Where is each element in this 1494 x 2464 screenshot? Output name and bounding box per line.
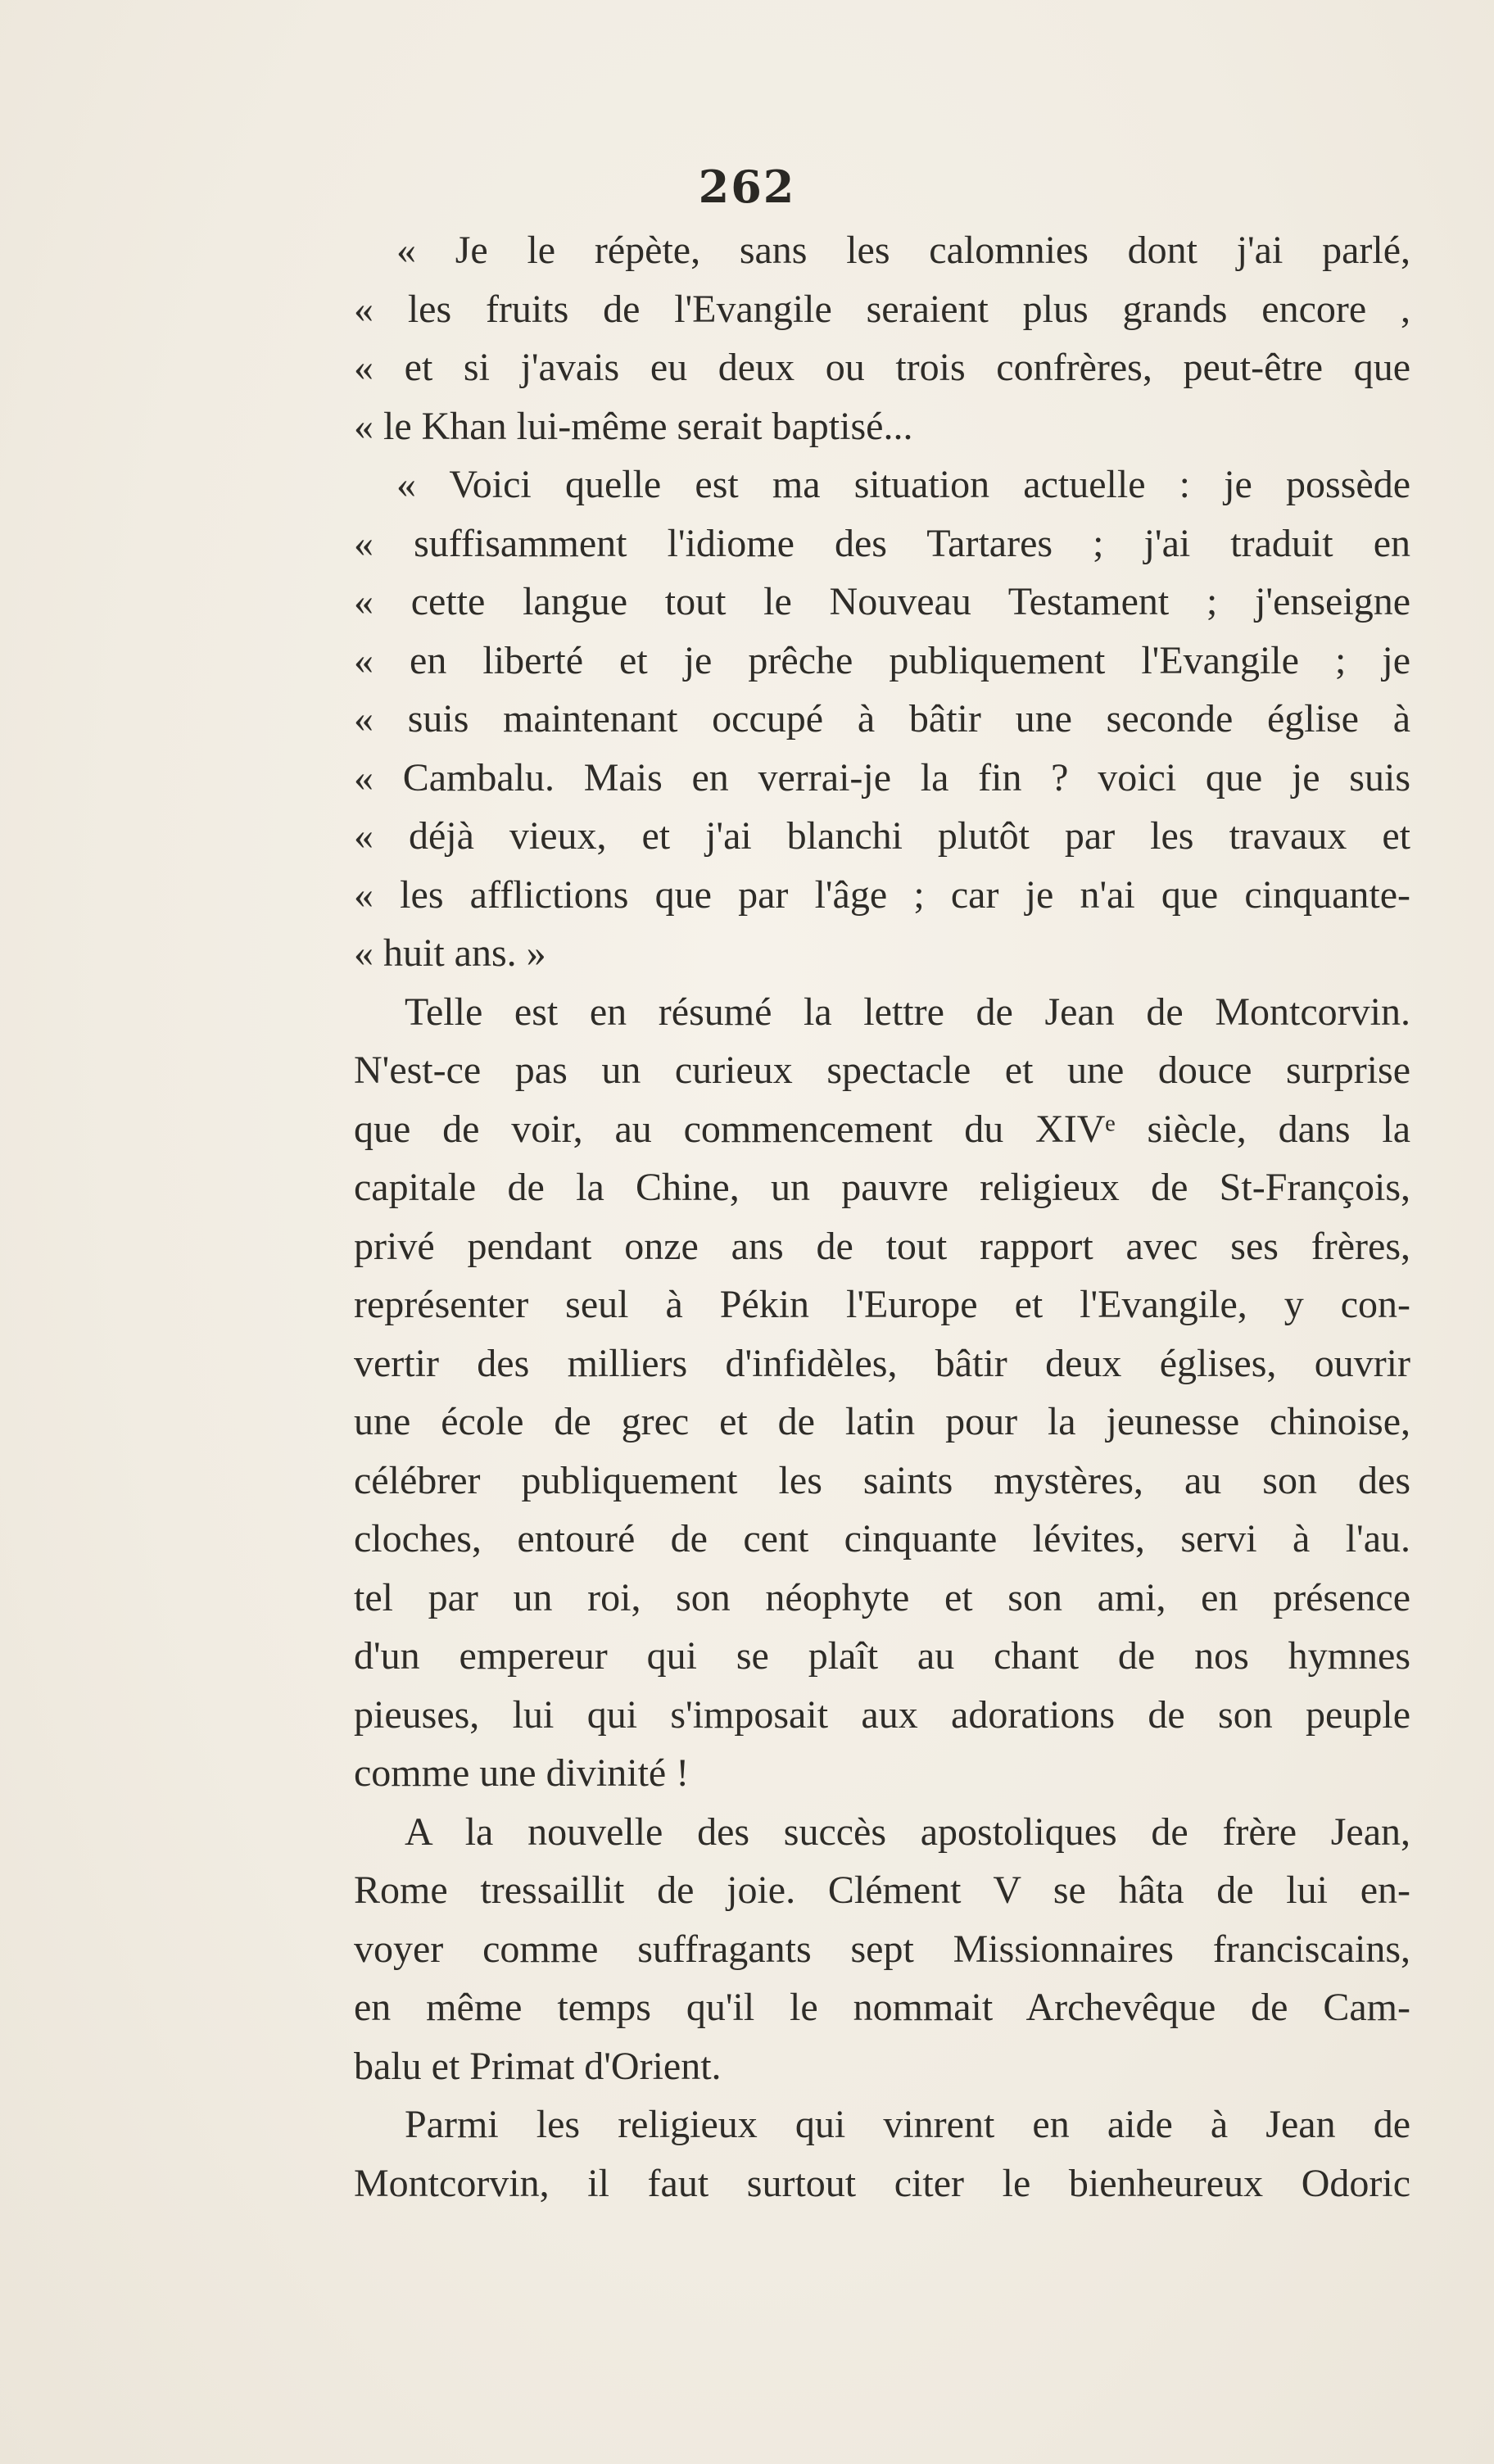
text-line: que de voir, au commencement du XIVᵉ siècle, dans la [354, 1107, 1410, 1151]
text-line: en même temps qu'il le nommait Archevêque de Cam- [354, 1986, 1410, 2029]
text-line: Parmi les religieux qui vinrent en aide à Jean de [405, 2103, 1410, 2146]
page-number: 262 [698, 161, 796, 213]
text-line: « déjà vieux, et j'ai blanchi plutôt par les travaux et [354, 814, 1410, 858]
text-line: « Je le répète, sans les calomnies dont j'ai parlé, [396, 229, 1410, 272]
body-text [354, 221, 1410, 2213]
text-line: pieuses, lui qui s'imposait aux adorations de son peuple [354, 1692, 1410, 1737]
text-line: représenter seul à Pékin l'Europe et l'Evangile, y con- [354, 1283, 1410, 1326]
text-line: privé pendant onze ans de tout rapport avec ses frères, [354, 1224, 1410, 1268]
text-line: A la nouvelle des succès apostoliques de frère Jean, [405, 1810, 1410, 1854]
text-line: tel par un roi, son néophyte et son ami, en présence [354, 1575, 1410, 1619]
text-line: vertir des milliers d'infidèles, bâtir deux églises, ouvrir [354, 1341, 1410, 1385]
text-line: « cette langue tout le Nouveau Testament ; j'enseigne [354, 580, 1410, 623]
text-line: « et si j'avais eu deux ou trois confrères, peut-être que [354, 346, 1410, 389]
text-line: « le Khan lui-même serait baptisé... [354, 404, 913, 448]
text-line: « suffisamment l'idiome des Tartares ; j'ai traduit en [354, 521, 1410, 565]
text-line: voyer comme suffragants sept Missionnaires franciscains, [354, 1927, 1410, 1971]
text-line: d'un empereur qui se plaît au chant de nos hymnes [354, 1634, 1410, 1678]
text-line: une école de grec et de latin pour la jeunesse chinoise, [354, 1400, 1410, 1443]
text-line: « les fruits de l'Evangile seraient plus grands encore , [354, 287, 1410, 331]
text-line: « Cambalu. Mais en verrai-je la fin ? voici que je suis [354, 755, 1410, 799]
text-line: Telle est en résumé la lettre de Jean de Montcorvin. [405, 990, 1410, 1034]
text-line: Montcorvin, il faut surtout citer le bienheureux Odoric [354, 2161, 1410, 2205]
text-line: « suis maintenant occupé à bâtir une seconde église à [354, 697, 1410, 741]
text-line: comme une divinité ! [354, 1751, 690, 1795]
text-line: « huit ans. » [354, 931, 546, 975]
text-line: capitale de la Chine, un pauvre religieux de St-François, [354, 1166, 1410, 1209]
text-line: « les afflictions que par l'âge ; car je n'ai que cinquante- [354, 872, 1410, 917]
text-line: « en liberté et je prêche publiquement l'Evangile ; je [354, 638, 1410, 682]
text-line: cloches, entouré de cent cinquante lévites, servi à l'au. [354, 1517, 1410, 1560]
text-line: Rome tressaillit de joie. Clément V se hâta de lui en- [354, 1868, 1410, 1912]
text-line: balu et Primat d'Orient. [354, 2044, 722, 2088]
text-line: N'est-ce pas un curieux spectacle et une douce surprise [354, 1049, 1410, 1092]
text-line: « Voici quelle est ma situation actuelle : je possède [396, 463, 1410, 506]
text-line: célébrer publiquement les saints mystères, au son des [354, 1458, 1410, 1502]
